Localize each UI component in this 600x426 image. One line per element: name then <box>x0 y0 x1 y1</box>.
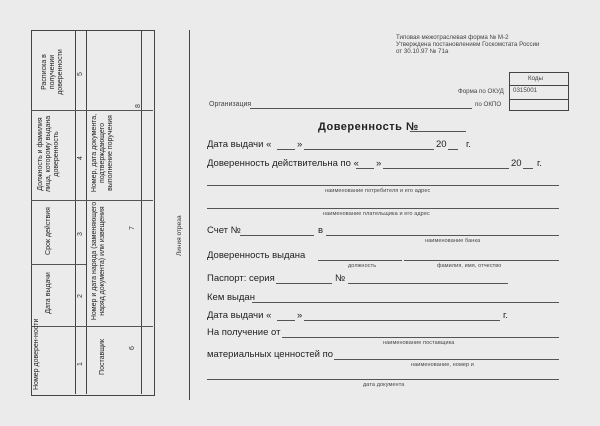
okpo-cell[interactable] <box>509 99 569 111</box>
stub-col8-num: 8 <box>135 104 142 108</box>
stub-col5-header: Расписка в получении доверенности <box>41 49 64 95</box>
payer-field[interactable] <box>207 208 559 209</box>
supplier-hint: наименование поставщика <box>383 340 455 346</box>
passport-series-field[interactable] <box>276 283 332 284</box>
form-header-3: от 30.10.97 № 71а <box>396 48 449 55</box>
issue-year-field[interactable] <box>448 149 458 150</box>
doc-number-field[interactable] <box>410 131 466 132</box>
tear-line-label: Линия отреза <box>176 215 183 256</box>
valid-until-label: Доверенность действительна по « <box>207 158 359 169</box>
stub-col4-header: Должность и фамилия лица, которому выдана доверенность <box>37 115 60 193</box>
payer-hint: наименование плательщика и его адрес <box>323 211 430 217</box>
issue-month-field[interactable] <box>304 149 434 150</box>
doc-date-hint: дата документа <box>363 382 405 388</box>
consumer-field[interactable] <box>207 185 559 186</box>
stub-col6-header: Поставщик <box>99 339 106 375</box>
tear-line <box>189 30 190 400</box>
position-hint: должность <box>348 263 377 269</box>
passport-number-field[interactable] <box>348 283 508 284</box>
bank-hint: наименование банка <box>425 238 481 244</box>
account-number-field[interactable] <box>240 235 314 236</box>
organization-field[interactable] <box>250 108 472 109</box>
valid-day-field[interactable] <box>356 168 374 169</box>
stub-col7-num: 7 <box>129 226 136 230</box>
materials-doc-field[interactable] <box>334 359 559 360</box>
issued-by-label: Кем выдан <box>207 292 255 303</box>
stub-col1-num: 1 <box>77 362 84 366</box>
materials-label: материальных ценностей по <box>207 349 334 360</box>
okpo-label: по ОКПО <box>475 101 502 108</box>
organization-label: Организация <box>209 101 252 108</box>
stub-col6-num: 6 <box>129 346 136 350</box>
valid-month-field[interactable] <box>383 168 509 169</box>
passport-label: Паспорт: серия <box>207 273 275 284</box>
stub-col8-header: Номер, дата документа, подтверждающего выполнение поручения <box>91 113 114 193</box>
issue-day-field[interactable] <box>277 149 295 150</box>
issue-date-label: Дата выдачи « <box>207 139 272 150</box>
page-title: Доверенность № <box>318 121 419 133</box>
form-header-2: Утверждена постановлением Госкомстата России <box>396 41 540 48</box>
supplier-field[interactable] <box>282 337 559 338</box>
stub-table <box>31 30 191 398</box>
stub-col2-num: 2 <box>77 294 84 298</box>
receive-from-label: На получение от <box>207 327 281 338</box>
form-header-1: Типовая межотраслевая форма № М-2 <box>396 34 509 41</box>
doc-date-field[interactable] <box>207 379 559 380</box>
passport-date-label: Дата выдачи « <box>207 310 272 321</box>
stub-col3-header: Срок действия <box>45 207 52 255</box>
stub-col7-header: Номер и дата наряда (заменяющего наряд документа) или извещения <box>91 201 106 321</box>
fio-hint: фамилия, имя, отчество <box>437 263 502 269</box>
stub-col2-header: Дата выдачи <box>45 272 52 314</box>
stub-col1-header: Номер доверен-ности <box>33 318 40 390</box>
stub-col5-num: 5 <box>77 72 84 76</box>
issued-by-field[interactable] <box>252 302 559 303</box>
okud-value: 0315001 <box>513 87 538 94</box>
bank-field[interactable] <box>326 235 559 236</box>
issued-to-label: Доверенность выдана <box>207 250 306 261</box>
position-field[interactable] <box>318 260 402 261</box>
codes-label: Коды <box>528 75 543 82</box>
fio-field[interactable] <box>404 260 559 261</box>
passport-month-field[interactable] <box>304 320 500 321</box>
okud-label: Форма по ОКУД <box>458 88 504 95</box>
stub-col3-num: 3 <box>77 232 84 236</box>
consumer-hint: наименование потребителя и его адрес <box>325 188 431 194</box>
stub-col4-num: 4 <box>77 156 84 160</box>
valid-year-field[interactable] <box>523 168 533 169</box>
passport-day-field[interactable] <box>277 320 295 321</box>
account-label: Счет № <box>207 225 241 236</box>
doc-name-hint: наименование, номер и <box>411 362 474 368</box>
